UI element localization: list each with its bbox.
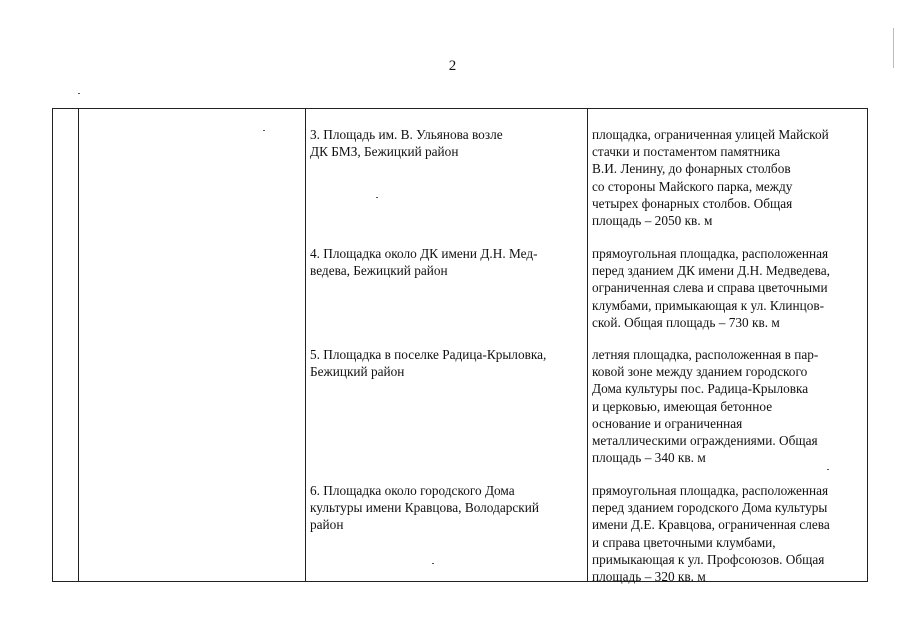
scan-speck: [376, 197, 378, 198]
location-name-5: 5. Площадка в поселке Радица-Крыловка, Бежицкий район: [310, 347, 547, 380]
location-name-3: 3. Площадь им. В. Ульянова возле ДК БМЗ, Бежицкий район: [310, 127, 503, 160]
locations-table: [52, 108, 868, 585]
column-divider-1: [78, 109, 79, 581]
scan-speck: [827, 469, 829, 470]
page-number: 2: [448, 58, 457, 74]
column-divider-2: [305, 109, 306, 581]
scan-speck: [78, 93, 80, 94]
location-description-4: прямоугольная площадка, расположенная перед зданием ДК имени Д.Н. Медведева, ограниченная слева и справа цветочными клумбами, примыкающая к ул. Клинцов- ской. Общая площадь – 730 кв. м: [592, 246, 830, 330]
column-divider-3: [587, 109, 588, 581]
location-description-5: летняя площадка, расположенная в пар- ковой зоне между зданием городского Дома культуры пос. Радица-Крыловка и церковью, имеющая бетонное основание и ограниченная металлическими ограждениями. Общая площадь – 340 кв. м: [592, 347, 819, 466]
location-name-4: 4. Площадка около ДК имени Д.Н. Мед- ведева, Бежицкий район: [310, 246, 538, 279]
scan-speck: [263, 130, 265, 131]
location-description-6: прямоугольная площадка, расположенная перед зданием городского Дома культуры имени Д.Е. Кравцова, ограниченная слева и справа цветочными клумбами, примыкающая к ул. Профсоюзов. Общая площадь – 320 кв. м: [592, 483, 830, 585]
location-name-6: 6. Площадка около городского Дома культуры имени Кравцова, Володарский район: [310, 483, 539, 533]
scan-edge-mark: [893, 28, 894, 68]
scan-speck: [432, 563, 434, 564]
location-description-3: площадка, ограниченная улицей Майской стачки и постаментом памятника В.И. Ленину, до фонарных столбов со стороны Майского парка, между четырех фонарных столбов. Общая площадь – 2050 кв. м: [592, 127, 829, 229]
